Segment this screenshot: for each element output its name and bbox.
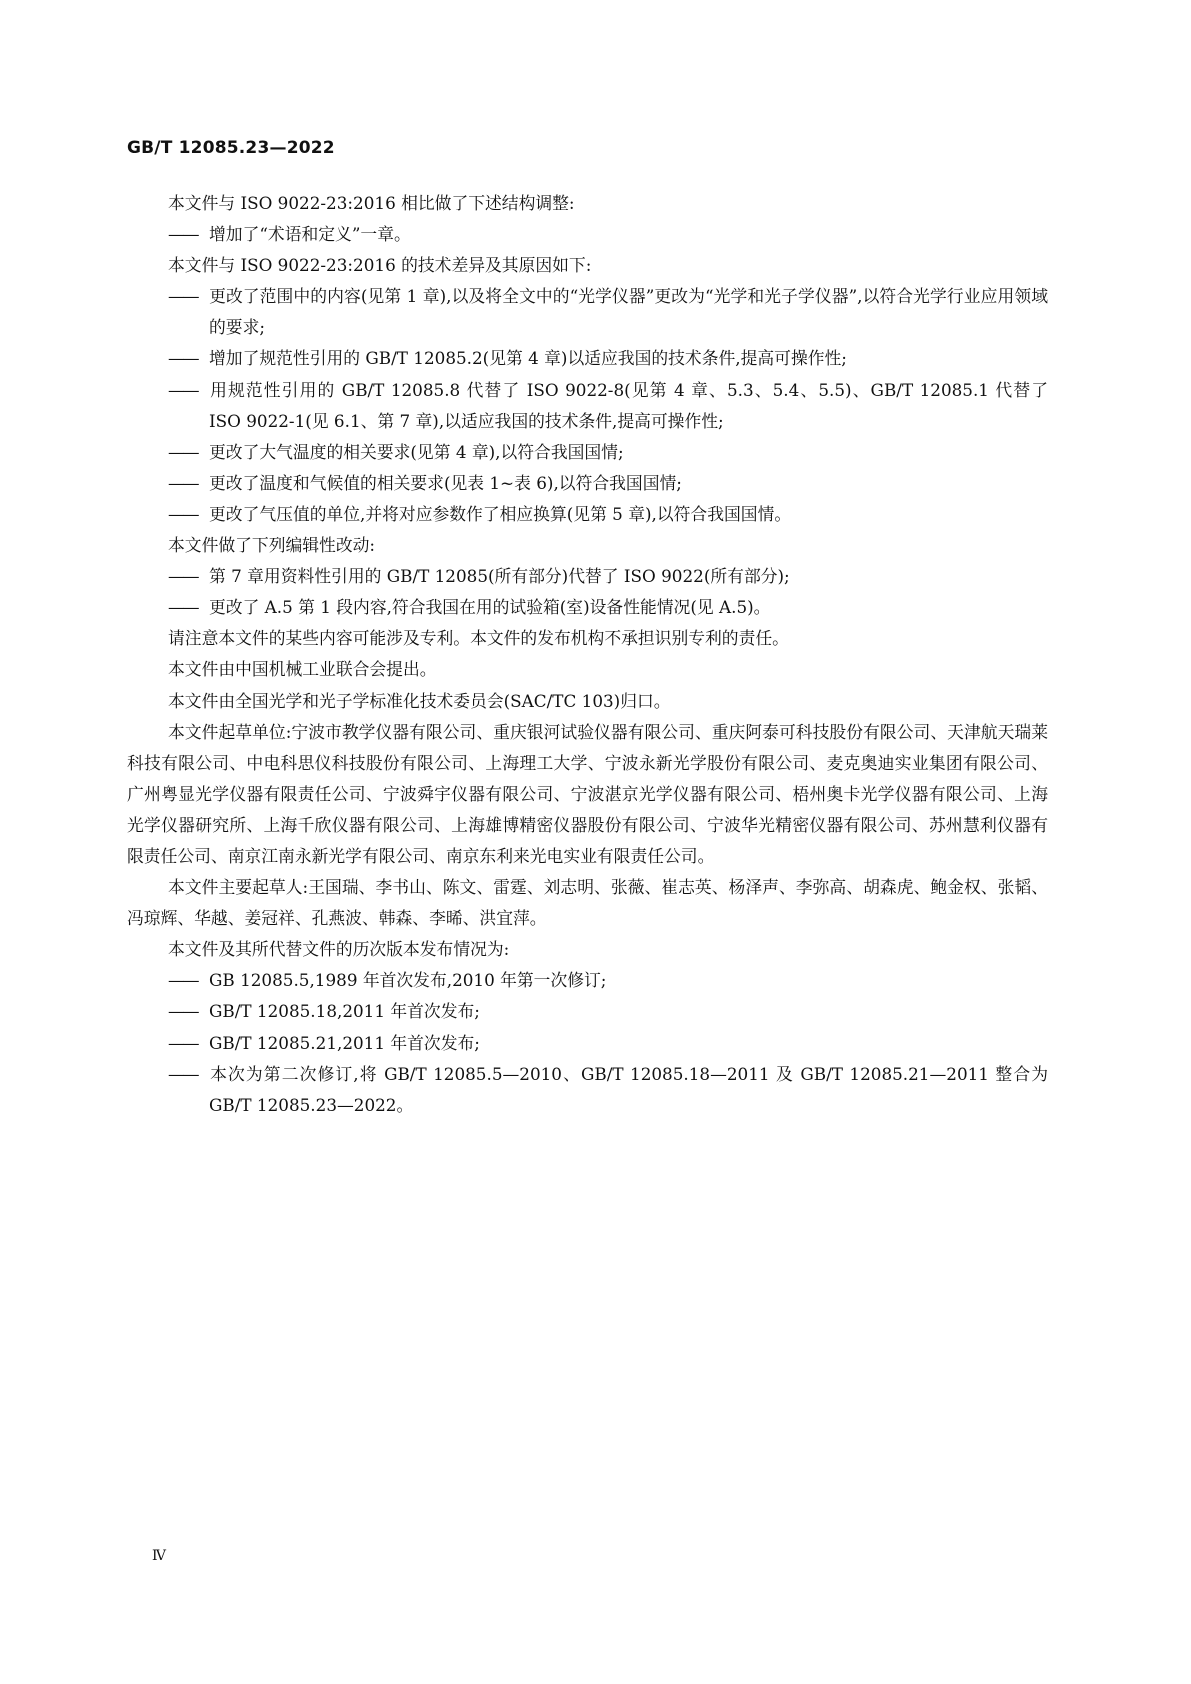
list-item-text: 第 7 章用资料性引用的 GB/T 12085(所有部分)代替了 ISO 9022(所有部分); [209, 566, 790, 587]
paragraph-structure-intro: 本文件与 ISO 9022-23:2016 相比做了下述结构调整: [168, 193, 575, 213]
list-item [168, 996, 1048, 1027]
dash-mark: —— [168, 224, 198, 245]
paragraph-proposer: 本文件由中国机械工业联合会提出。 [168, 659, 437, 680]
list-item-text: 更改了范围中的内容(见第 1 章),以及将全文中的“光学仪器”更改为“光学和光子学仪器”,以符合光学行业应用领域的要求; [209, 286, 1048, 338]
list-item [168, 561, 1048, 592]
standard-code-header: GB/T 12085.23—2022 [127, 138, 335, 158]
list-item [168, 592, 1048, 623]
foreword-body [127, 188, 1048, 1121]
dash-mark: —— [168, 379, 198, 400]
dash-mark: —— [168, 503, 198, 524]
list-item [168, 219, 1048, 250]
list-item-text: 更改了温度和气候值的相关要求(见表 1~表 6),以符合我国国情; [209, 472, 682, 493]
list-item-text: GB/T 12085.18,2011 年首次发布; [209, 1001, 480, 1022]
dash-mark: —— [168, 1001, 198, 1022]
dash-mark: —— [168, 1032, 198, 1053]
paragraph-drafters: 本文件主要起草人:王国瑞、李书山、陈文、雷霆、刘志明、张薇、崔志英、杨泽声、李弥高、胡森虎、鲍金权、张韬、冯琼辉、华越、姜冠祥、孔燕波、韩森、李晞、洪宜萍。 [127, 877, 1048, 929]
paragraph-technical-committee: 本文件由全国光学和光子学标准化技术委员会(SAC/TC 103)归口。 [168, 690, 671, 711]
list-item-text: GB/T 12085.21,2011 年首次发布; [209, 1032, 480, 1053]
dash-mark: —— [168, 970, 198, 991]
list-item [168, 965, 1048, 996]
dash-mark: —— [168, 597, 198, 618]
dash-mark: —— [168, 348, 198, 369]
list-item-text: 更改了大气温度的相关要求(见第 4 章),以符合我国国情; [209, 441, 624, 462]
dash-mark: —— [168, 472, 198, 493]
page-number: Ⅳ [152, 1548, 166, 1564]
dash-mark: —— [168, 286, 198, 307]
list-item [168, 281, 1048, 343]
paragraph-tech-diff-intro: 本文件与 ISO 9022-23:2016 的技术差异及其原因如下: [168, 255, 592, 276]
list-item [168, 437, 1048, 468]
dash-mark: —— [168, 566, 198, 587]
paragraph-drafting-units: 本文件起草单位:宁波市教学仪器有限公司、重庆银河试验仪器有限公司、重庆阿泰可科技股份有限公司、天津航天瑞莱科技有限公司、中电科思仪科技股份有限公司、上海理工大学、宁波永新光学股份有限公司、麦克奥迪实业集团有限公司、广州粤显光学仪器有限责任公司、宁波舜宇仪器有限公司、宁波湛京光学仪器有限公司、梧州奥卡光学仪器有限公司、上海光学仪器研究所、上海千欣仪器有限公司、上海雄博精密仪器股份有限公司、宁波华光精密仪器有限公司、苏州慧利仪器有限责任公司、南京江南永新光学有限公司、南京东利来光电实业有限责任公司。 [127, 721, 1048, 866]
list-item-text: GB 12085.5,1989 年首次发布,2010 年第一次修订; [209, 970, 607, 991]
list-item-text: 用规范性引用的 GB/T 12085.8 代替了 ISO 9022-8(见第 4 章、5.3、5.4、5.5)、GB/T 12085.1 代替了 ISO 9022-1(见 6.1、第 7 章),以适应我国的技术条件,提高可操作性; [209, 379, 1048, 431]
dash-mark: —— [168, 1063, 198, 1084]
list-item [168, 375, 1048, 437]
list-item-text: 更改了气压值的单位,并将对应参数作了相应换算(见第 5 章),以符合我国国情。 [209, 503, 792, 524]
dash-mark: —— [168, 441, 198, 462]
list-item-text: 本次为第二次修订,将 GB/T 12085.5—2010、GB/T 12085.18—2011 及 GB/T 12085.21—2011 整合为 GB/T 12085.23—2022。 [209, 1063, 1048, 1115]
list-item [168, 468, 1048, 499]
list-item-text: 增加了“术语和定义”一章。 [209, 224, 411, 245]
list-item [168, 343, 1048, 374]
paragraph-patent-notice: 请注意本文件的某些内容可能涉及专利。本文件的发布机构不承担识别专利的责任。 [168, 628, 789, 649]
list-item [168, 499, 1048, 530]
list-item-text: 更改了 A.5 第 1 段内容,符合我国在用的试验箱(室)设备性能情况(见 A.5)。 [209, 597, 771, 618]
list-item [168, 1059, 1048, 1121]
paragraph-editorial-intro: 本文件做了下列编辑性改动: [168, 535, 376, 556]
list-item-text: 增加了规范性引用的 GB/T 12085.2(见第 4 章)以适应我国的技术条件,提高可操作性; [209, 348, 847, 369]
list-item [168, 1028, 1048, 1059]
paragraph-history-intro: 本文件及其所代替文件的历次版本发布情况为: [168, 939, 510, 960]
